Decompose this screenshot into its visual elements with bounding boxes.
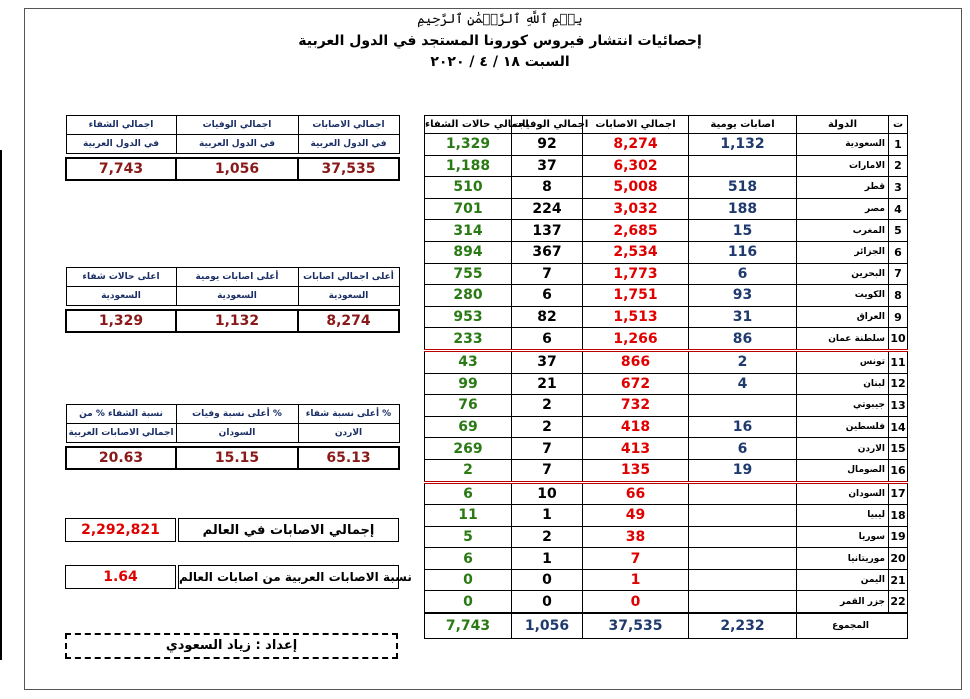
- index-cell: 14: [889, 416, 908, 438]
- cases-cell: 49: [583, 505, 689, 527]
- rates-box: [65, 404, 400, 470]
- total-cases: 37,535: [583, 613, 689, 639]
- index-cell: 9: [889, 306, 908, 328]
- table-row: [425, 526, 908, 548]
- table-row: [425, 177, 908, 199]
- daily-cell: 6: [689, 438, 797, 460]
- table-header-row: [425, 116, 908, 134]
- report-date: السبت ١٨ / ٤ / ٢٠٢٠: [430, 54, 570, 70]
- daily-cell: [689, 526, 797, 548]
- country-cell: اليمن: [797, 569, 889, 591]
- table-row: [425, 505, 908, 527]
- country-cell: الصومال: [797, 459, 889, 482]
- deaths-cell: 37: [512, 155, 583, 177]
- cases-cell: 3,032: [583, 198, 689, 220]
- countries-table: [424, 115, 908, 639]
- arab-world-ratio-box: [65, 565, 412, 589]
- deaths-cell: 224: [512, 198, 583, 220]
- recovered-cell: 314: [425, 220, 512, 242]
- index-cell: 18: [889, 505, 908, 527]
- daily-cell: 19: [689, 459, 797, 482]
- cases-cell: 2,685: [583, 220, 689, 242]
- daily-cell: [689, 569, 797, 591]
- index-cell: 6: [889, 241, 908, 263]
- recovered-cell: 43: [425, 350, 512, 373]
- table-row: [425, 459, 908, 482]
- daily-cell: [689, 548, 797, 570]
- daily-cell: [689, 482, 797, 505]
- world-cases-label: إجمالي الاصابات في العالم: [179, 519, 399, 542]
- daily-cell: 16: [689, 416, 797, 438]
- daily-cell: 86: [689, 328, 797, 351]
- table-row: [425, 569, 908, 591]
- recovered-cell: 6: [425, 548, 512, 570]
- recovered-cell: 0: [425, 591, 512, 613]
- table-row: [425, 220, 908, 242]
- header-cases: اجمالي الاصابات: [583, 116, 689, 134]
- header-recovered: اجمالي حالات الشفاء: [425, 116, 512, 134]
- highest-cases-value: 8,274: [298, 310, 399, 332]
- index-cell: 13: [889, 395, 908, 417]
- page-header: [200, 10, 800, 72]
- highest-values-box: [65, 267, 400, 333]
- country-cell: البحرين: [797, 263, 889, 285]
- arab-total-deaths: 1,056: [176, 158, 298, 180]
- deaths-cell: 2: [512, 395, 583, 417]
- country-cell: السودان: [797, 482, 889, 505]
- recovered-cell: 953: [425, 306, 512, 328]
- table-row: [425, 198, 908, 220]
- index-cell: 17: [889, 482, 908, 505]
- daily-cell: 93: [689, 285, 797, 307]
- highest-daily-label-2: السعودية: [176, 287, 298, 306]
- country-cell: الجزائر: [797, 241, 889, 263]
- total-deaths: 1,056: [512, 613, 583, 639]
- highest-cases-label-1: أعلى اجمالي اصابات: [298, 268, 399, 287]
- rate-share-label-2: اجمالي الاصابات العربية: [66, 424, 176, 443]
- prepared-by: إعداد : زياد السعودي: [65, 633, 398, 659]
- deaths-cell: 6: [512, 285, 583, 307]
- highest-cases-label-2: السعودية: [298, 287, 399, 306]
- box-cases-label-1: اجمالي الاصابات: [298, 116, 399, 135]
- deaths-cell: 0: [512, 569, 583, 591]
- country-cell: الامارات: [797, 155, 889, 177]
- recovered-cell: 99: [425, 373, 512, 395]
- rate-death-label-1: أعلى نسبة وفيات %: [176, 405, 298, 424]
- cases-cell: 418: [583, 416, 689, 438]
- country-cell: سوريا: [797, 526, 889, 548]
- recovered-cell: 233: [425, 328, 512, 351]
- deaths-cell: 7: [512, 459, 583, 482]
- box-deaths-label-1: اجمالي الوفيات: [176, 116, 298, 135]
- table-row: [425, 285, 908, 307]
- rate-rec-label-1: أعلى نسبة شفاء %: [298, 405, 399, 424]
- table-row: [425, 482, 908, 505]
- recovered-cell: 280: [425, 285, 512, 307]
- index-cell: 1: [889, 134, 908, 156]
- cases-cell: 672: [583, 373, 689, 395]
- deaths-cell: 7: [512, 438, 583, 460]
- index-cell: 20: [889, 548, 908, 570]
- daily-cell: [689, 591, 797, 613]
- recovered-cell: 2: [425, 459, 512, 482]
- country-cell: الكويت: [797, 285, 889, 307]
- recovered-cell: 0: [425, 569, 512, 591]
- cases-cell: 0: [583, 591, 689, 613]
- cases-cell: 866: [583, 350, 689, 373]
- country-cell: موريتانيا: [797, 548, 889, 570]
- country-cell: تونس: [797, 350, 889, 373]
- index-cell: 11: [889, 350, 908, 373]
- index-cell: 16: [889, 459, 908, 482]
- deaths-cell: 2: [512, 526, 583, 548]
- cases-cell: 7: [583, 548, 689, 570]
- recovered-cell: 69: [425, 416, 512, 438]
- daily-cell: 15: [689, 220, 797, 242]
- table-row: [425, 306, 908, 328]
- box-deaths-label-2: في الدول العربية: [176, 135, 298, 154]
- index-cell: 5: [889, 220, 908, 242]
- rate-share-value: 20.63: [66, 447, 176, 469]
- box-cases-label-2: في الدول العربية: [298, 135, 399, 154]
- header-country: الدولة: [797, 116, 889, 134]
- box-rec-label-1: اجمالي الشفاء: [66, 116, 176, 135]
- cases-cell: 135: [583, 459, 689, 482]
- total-recovered: 7,743: [425, 613, 512, 639]
- recovered-cell: 755: [425, 263, 512, 285]
- country-cell: مصر: [797, 198, 889, 220]
- deaths-cell: 7: [512, 263, 583, 285]
- cases-cell: 6,302: [583, 155, 689, 177]
- table-row: [425, 328, 908, 351]
- country-cell: المغرب: [797, 220, 889, 242]
- table-row: [425, 155, 908, 177]
- daily-cell: [689, 395, 797, 417]
- cases-cell: 1: [583, 569, 689, 591]
- daily-cell: 31: [689, 306, 797, 328]
- deaths-cell: 92: [512, 134, 583, 156]
- world-cases-value: 2,292,821: [66, 519, 176, 542]
- daily-cell: 4: [689, 373, 797, 395]
- header-idx: ت: [889, 116, 908, 134]
- deaths-cell: 21: [512, 373, 583, 395]
- recovered-cell: 701: [425, 198, 512, 220]
- deaths-cell: 6: [512, 328, 583, 351]
- highest-rec-label-2: السعودية: [66, 287, 176, 306]
- deaths-cell: 2: [512, 416, 583, 438]
- deaths-cell: 1: [512, 548, 583, 570]
- country-cell: فلسطين: [797, 416, 889, 438]
- deaths-cell: 137: [512, 220, 583, 242]
- recovered-cell: 269: [425, 438, 512, 460]
- daily-cell: 116: [689, 241, 797, 263]
- cases-cell: 1,266: [583, 328, 689, 351]
- index-cell: 19: [889, 526, 908, 548]
- page-title: إحصائيات انتشار فيروس كورونا المستجد في الدول العربية: [298, 33, 702, 49]
- daily-cell: [689, 155, 797, 177]
- daily-cell: 2: [689, 350, 797, 373]
- world-cases-box: [65, 518, 399, 542]
- index-cell: 7: [889, 263, 908, 285]
- deaths-cell: 10: [512, 482, 583, 505]
- highest-daily-value: 1,132: [176, 310, 298, 332]
- recovered-cell: 6: [425, 482, 512, 505]
- recovered-cell: 1,329: [425, 134, 512, 156]
- rate-death-label-2: السودان: [176, 424, 298, 443]
- highest-daily-label-1: أعلى اصابات يومية: [176, 268, 298, 287]
- country-cell: قطر: [797, 177, 889, 199]
- cases-cell: 8,274: [583, 134, 689, 156]
- highest-recovered-value: 1,329: [66, 310, 176, 332]
- cases-cell: 38: [583, 526, 689, 548]
- country-cell: العراق: [797, 306, 889, 328]
- table-row: [425, 395, 908, 417]
- recovered-cell: 5: [425, 526, 512, 548]
- index-cell: 15: [889, 438, 908, 460]
- totals-row: [425, 613, 908, 639]
- table-row: [425, 416, 908, 438]
- index-cell: 10: [889, 328, 908, 351]
- cases-cell: 2,534: [583, 241, 689, 263]
- cases-cell: 5,008: [583, 177, 689, 199]
- box-rec-label-2: في الدول العربية: [66, 135, 176, 154]
- index-cell: 12: [889, 373, 908, 395]
- header-daily: اصابات يومية: [689, 116, 797, 134]
- recovered-cell: 894: [425, 241, 512, 263]
- recovered-cell: 11: [425, 505, 512, 527]
- recovered-cell: 1,188: [425, 155, 512, 177]
- table-row: [425, 241, 908, 263]
- daily-cell: 188: [689, 198, 797, 220]
- cases-cell: 1,751: [583, 285, 689, 307]
- daily-cell: 6: [689, 263, 797, 285]
- arab-total-cases: 37,535: [298, 158, 399, 180]
- header-deaths: اجمالي الوفيات: [512, 116, 583, 134]
- country-cell: جزر القمر: [797, 591, 889, 613]
- country-cell: لبنان: [797, 373, 889, 395]
- country-cell: جيبوتي: [797, 395, 889, 417]
- recovered-cell: 510: [425, 177, 512, 199]
- recovered-cell: 76: [425, 395, 512, 417]
- daily-cell: 518: [689, 177, 797, 199]
- rate-rec-value: 65.13: [298, 447, 399, 469]
- index-cell: 2: [889, 155, 908, 177]
- index-cell: 22: [889, 591, 908, 613]
- table-row: [425, 263, 908, 285]
- cases-cell: 732: [583, 395, 689, 417]
- cases-cell: 1,513: [583, 306, 689, 328]
- deaths-cell: 82: [512, 306, 583, 328]
- arab-totals-box: [65, 115, 400, 181]
- rate-death-value: 15.15: [176, 447, 298, 469]
- daily-cell: [689, 505, 797, 527]
- cases-cell: 66: [583, 482, 689, 505]
- table-row: [425, 548, 908, 570]
- index-cell: 4: [889, 198, 908, 220]
- daily-cell: 1,132: [689, 134, 797, 156]
- rate-rec-label-2: الاردن: [298, 424, 399, 443]
- arab-world-ratio-value: 1.64: [66, 566, 176, 589]
- deaths-cell: 37: [512, 350, 583, 373]
- country-cell: سلطنة عمان: [797, 328, 889, 351]
- table-row: [425, 373, 908, 395]
- index-cell: 8: [889, 285, 908, 307]
- table-row: [425, 134, 908, 156]
- deaths-cell: 1: [512, 505, 583, 527]
- table-row: [425, 350, 908, 373]
- highest-rec-label-1: اعلى حالات شفاء: [66, 268, 176, 287]
- index-cell: 21: [889, 569, 908, 591]
- total-daily: 2,232: [689, 613, 797, 639]
- deaths-cell: 367: [512, 241, 583, 263]
- basmala: بِسۡمِ ٱللَّهِ ٱلرَّحۡمَٰنِ ٱلرَّحِيمِ: [417, 12, 583, 27]
- arab-total-recovered: 7,743: [66, 158, 176, 180]
- country-cell: ليبيا: [797, 505, 889, 527]
- rate-share-label-1: نسبة الشفاء % من: [66, 405, 176, 424]
- table-row: [425, 591, 908, 613]
- deaths-cell: 8: [512, 177, 583, 199]
- index-cell: 3: [889, 177, 908, 199]
- deaths-cell: 0: [512, 591, 583, 613]
- cases-cell: 1,773: [583, 263, 689, 285]
- country-cell: الاردن: [797, 438, 889, 460]
- country-cell: السعودية: [797, 134, 889, 156]
- cases-cell: 413: [583, 438, 689, 460]
- table-row: [425, 438, 908, 460]
- totals-label: المجموع: [797, 613, 908, 639]
- left-border-line: [0, 150, 2, 660]
- arab-world-ratio-label: نسبة الاصابات العربية من اصابات العالم: [179, 566, 399, 589]
